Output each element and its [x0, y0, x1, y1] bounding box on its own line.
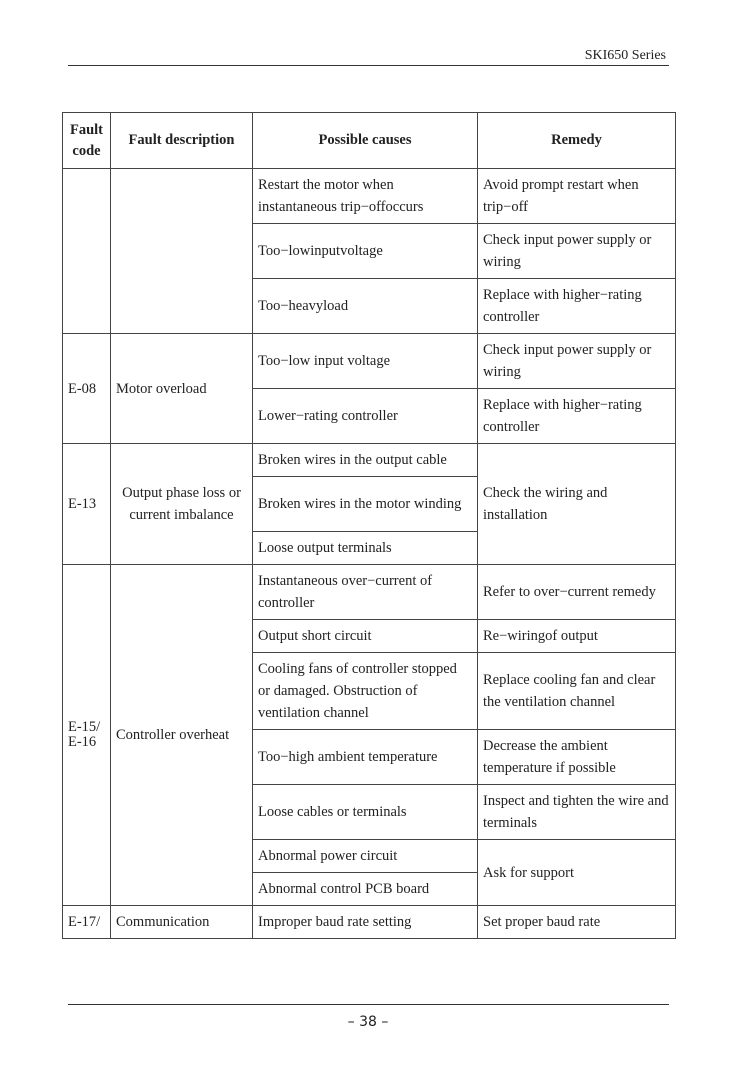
- remedy-cell: Refer to over−current remedy: [478, 565, 676, 620]
- fault-description-cell: [111, 169, 253, 334]
- cause-cell: Broken wires in the motor winding: [253, 477, 478, 532]
- footer-rule: [68, 1004, 669, 1005]
- fault-code-cell: [63, 565, 111, 906]
- page-number: – 38 –: [347, 1014, 389, 1030]
- table-row: [63, 444, 676, 477]
- cause-cell: Too−heavyload: [253, 279, 478, 334]
- cause-cell: Improper baud rate setting: [253, 906, 478, 939]
- cause-cell: Instantaneous over−current of controller: [253, 565, 478, 620]
- cause-cell: Lower−rating controller: [253, 389, 478, 444]
- remedy-cell: Replace with higher−rating controller: [478, 389, 676, 444]
- fault-description-cell: Controller overheat: [111, 565, 253, 906]
- remedy-cell: Check the wiring and installation: [478, 444, 676, 565]
- fault-description-cell: Output phase loss or current imbalance: [111, 444, 253, 565]
- table-header-row: [63, 113, 676, 169]
- fault-code-cell: [63, 169, 111, 334]
- col-header-remedy: Remedy: [478, 113, 676, 169]
- cause-cell: Too−low input voltage: [253, 334, 478, 389]
- table-row: [63, 334, 676, 389]
- fault-description-cell: Communication: [111, 906, 253, 939]
- cause-cell: Abnormal control PCB board: [253, 873, 478, 906]
- header-rule: [68, 65, 669, 66]
- col-header-fault-code: Fault code: [63, 113, 111, 169]
- table-row: [63, 565, 676, 620]
- remedy-cell: Replace cooling fan and clear the ventilation channel: [478, 653, 676, 730]
- cause-cell: Too−high ambient temperature: [253, 730, 478, 785]
- remedy-cell: Set proper baud rate: [478, 906, 676, 939]
- fault-table: [62, 112, 676, 939]
- cause-cell: Loose cables or terminals: [253, 785, 478, 840]
- fault-description-cell: Motor overload: [111, 334, 253, 444]
- fault-code-cell: E-17/: [63, 906, 111, 939]
- table-row: [63, 169, 676, 224]
- fault-code-cell: E-08: [63, 334, 111, 444]
- table-row: [63, 906, 676, 939]
- remedy-cell: Inspect and tighten the wire and terminals: [478, 785, 676, 840]
- remedy-cell: Check input power supply or wiring: [478, 334, 676, 389]
- remedy-cell: Check input power supply or wiring: [478, 224, 676, 279]
- cause-cell: Cooling fans of controller stopped or damaged. Obstruction of ventilation channel: [253, 653, 478, 730]
- cause-cell: Loose output terminals: [253, 532, 478, 565]
- fault-code-line: E-15/: [68, 719, 101, 735]
- remedy-cell: Replace with higher−rating controller: [478, 279, 676, 334]
- cause-cell: Too−lowinputvoltage: [253, 224, 478, 279]
- cause-cell: Restart the motor when instantaneous trip−offoccurs: [253, 169, 478, 224]
- col-header-possible-causes: Possible causes: [253, 113, 478, 169]
- cause-cell: Broken wires in the output cable: [253, 444, 478, 477]
- cause-cell: Abnormal power circuit: [253, 840, 478, 873]
- fault-code-line: E-16: [68, 734, 97, 750]
- col-header-fault-description: Fault description: [111, 113, 253, 169]
- fault-code-cell: E-13: [63, 444, 111, 565]
- cause-cell: Output short circuit: [253, 620, 478, 653]
- remedy-cell: Ask for support: [478, 840, 676, 906]
- running-header: SKI650 Series: [584, 48, 666, 63]
- remedy-cell: Avoid prompt restart when trip−off: [478, 169, 676, 224]
- remedy-cell: Re−wiringof output: [478, 620, 676, 653]
- remedy-cell: Decrease the ambient temperature if possible: [478, 730, 676, 785]
